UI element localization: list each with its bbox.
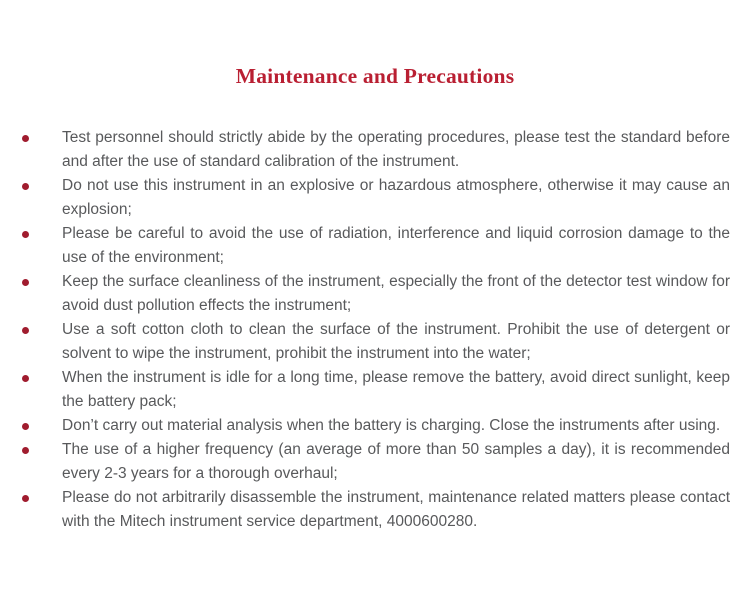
bullet-icon — [22, 327, 29, 334]
bullet-icon — [22, 495, 29, 502]
list-item-text: Please be careful to avoid the use of radiation, interference and liquid corrosion damage to the use of the environment; — [62, 225, 730, 266]
list-item — [0, 222, 730, 270]
list-item-text: The use of a higher frequency (an average of more than 50 samples a day), it is recommended every 2-3 years for a thorough overhaul; — [62, 441, 730, 482]
list-item — [0, 486, 730, 534]
precautions-list — [0, 126, 750, 534]
bullet-icon — [22, 375, 29, 382]
list-item-text: Do not use this instrument in an explosive or hazardous atmosphere, otherwise it may cause an explosion; — [62, 177, 730, 218]
bullet-icon — [22, 135, 29, 142]
list-item — [0, 318, 730, 366]
list-item-text: Test personnel should strictly abide by the operating procedures, please test the standard before and after the use of standard calibration of the instrument. — [62, 129, 730, 170]
bullet-icon — [22, 231, 29, 238]
list-item — [0, 438, 730, 486]
list-item-text: Please do not arbitrarily disassemble the instrument, maintenance related matters please contact with the Mitech instrument service department, 4000600280. — [62, 489, 730, 530]
list-item-text: When the instrument is idle for a long time, please remove the battery, avoid direct sunlight, keep the battery pack; — [62, 369, 730, 410]
list-item-text: Don’t carry out material analysis when the battery is charging. Close the instruments after using. — [62, 417, 721, 434]
bullet-icon — [22, 447, 29, 454]
list-item — [0, 414, 730, 438]
bullet-icon — [22, 183, 29, 190]
page-title: Maintenance and Precautions — [235, 64, 515, 88]
bullet-icon — [22, 423, 29, 430]
list-item — [0, 270, 730, 318]
list-item-text: Keep the surface cleanliness of the instrument, especially the front of the detector test window for avoid dust pollution effects the instrument; — [62, 273, 730, 314]
bullet-icon — [22, 279, 29, 286]
list-item — [0, 366, 730, 414]
list-item — [0, 174, 730, 222]
list-item-text: Use a soft cotton cloth to clean the surface of the instrument. Prohibit the use of detergent or solvent to wipe the instrument, prohibit the instrument into the water; — [62, 321, 730, 362]
list-item — [0, 126, 730, 174]
